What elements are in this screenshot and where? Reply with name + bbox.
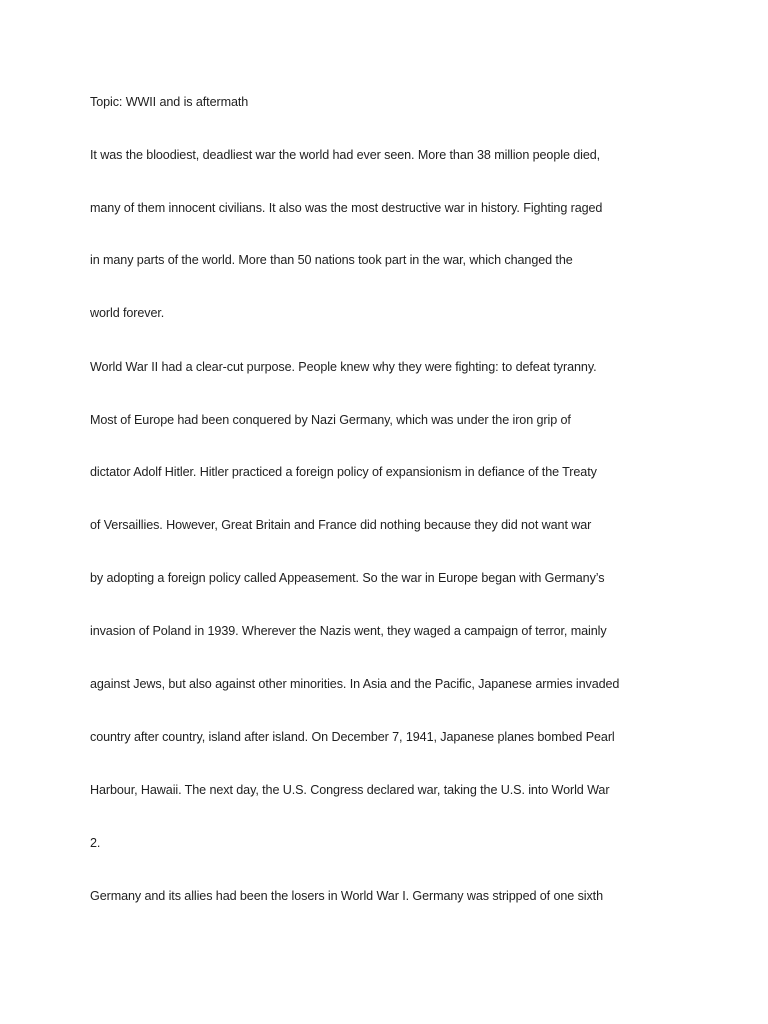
paragraph-line: invasion of Poland in 1939. Wherever the Nazis went, they waged a campaign of terror, mainly xyxy=(90,624,607,638)
paragraph-line: World War II had a clear-cut purpose. People knew why they were fighting: to defeat tyranny. xyxy=(90,360,597,374)
paragraph-line: It was the bloodiest, deadliest war the world had ever seen. More than 38 million people died, xyxy=(90,148,601,162)
paragraph-line: Harbour, Hawaii. The next day, the U.S. Congress declared war, taking the U.S. into World War xyxy=(90,783,610,797)
document-topic: Topic: WWII and is aftermath xyxy=(90,95,249,109)
paragraph-line: many of them innocent civilians. It also was the most destructive war in history. Fighting raged xyxy=(90,201,603,215)
paragraph-line: against Jews, but also against other minorities. In Asia and the Pacific, Japanese armies invaded xyxy=(90,677,620,691)
paragraph-line: country after country, island after island. On December 7, 1941, Japanese planes bombed Pearl xyxy=(90,730,615,744)
paragraph-line: in many parts of the world. More than 50 nations took part in the war, which changed the xyxy=(90,253,573,267)
paragraph-line: of Versaillies. However, Great Britain and France did nothing because they did not want war xyxy=(90,518,592,532)
paragraph-line: 2. xyxy=(90,836,101,850)
paragraph-line: by adopting a foreign policy called Appeasement. So the war in Europe began with Germany’s xyxy=(90,571,605,585)
paragraph-line: Germany and its allies had been the losers in World War I. Germany was stripped of one sixth xyxy=(90,889,603,903)
paragraph-line: dictator Adolf Hitler. Hitler practiced a foreign policy of expansionism in defiance of the Treaty xyxy=(90,465,597,479)
paragraph-line: Most of Europe had been conquered by Nazi Germany, which was under the iron grip of xyxy=(90,413,571,427)
paragraph-line: world forever. xyxy=(90,306,165,320)
